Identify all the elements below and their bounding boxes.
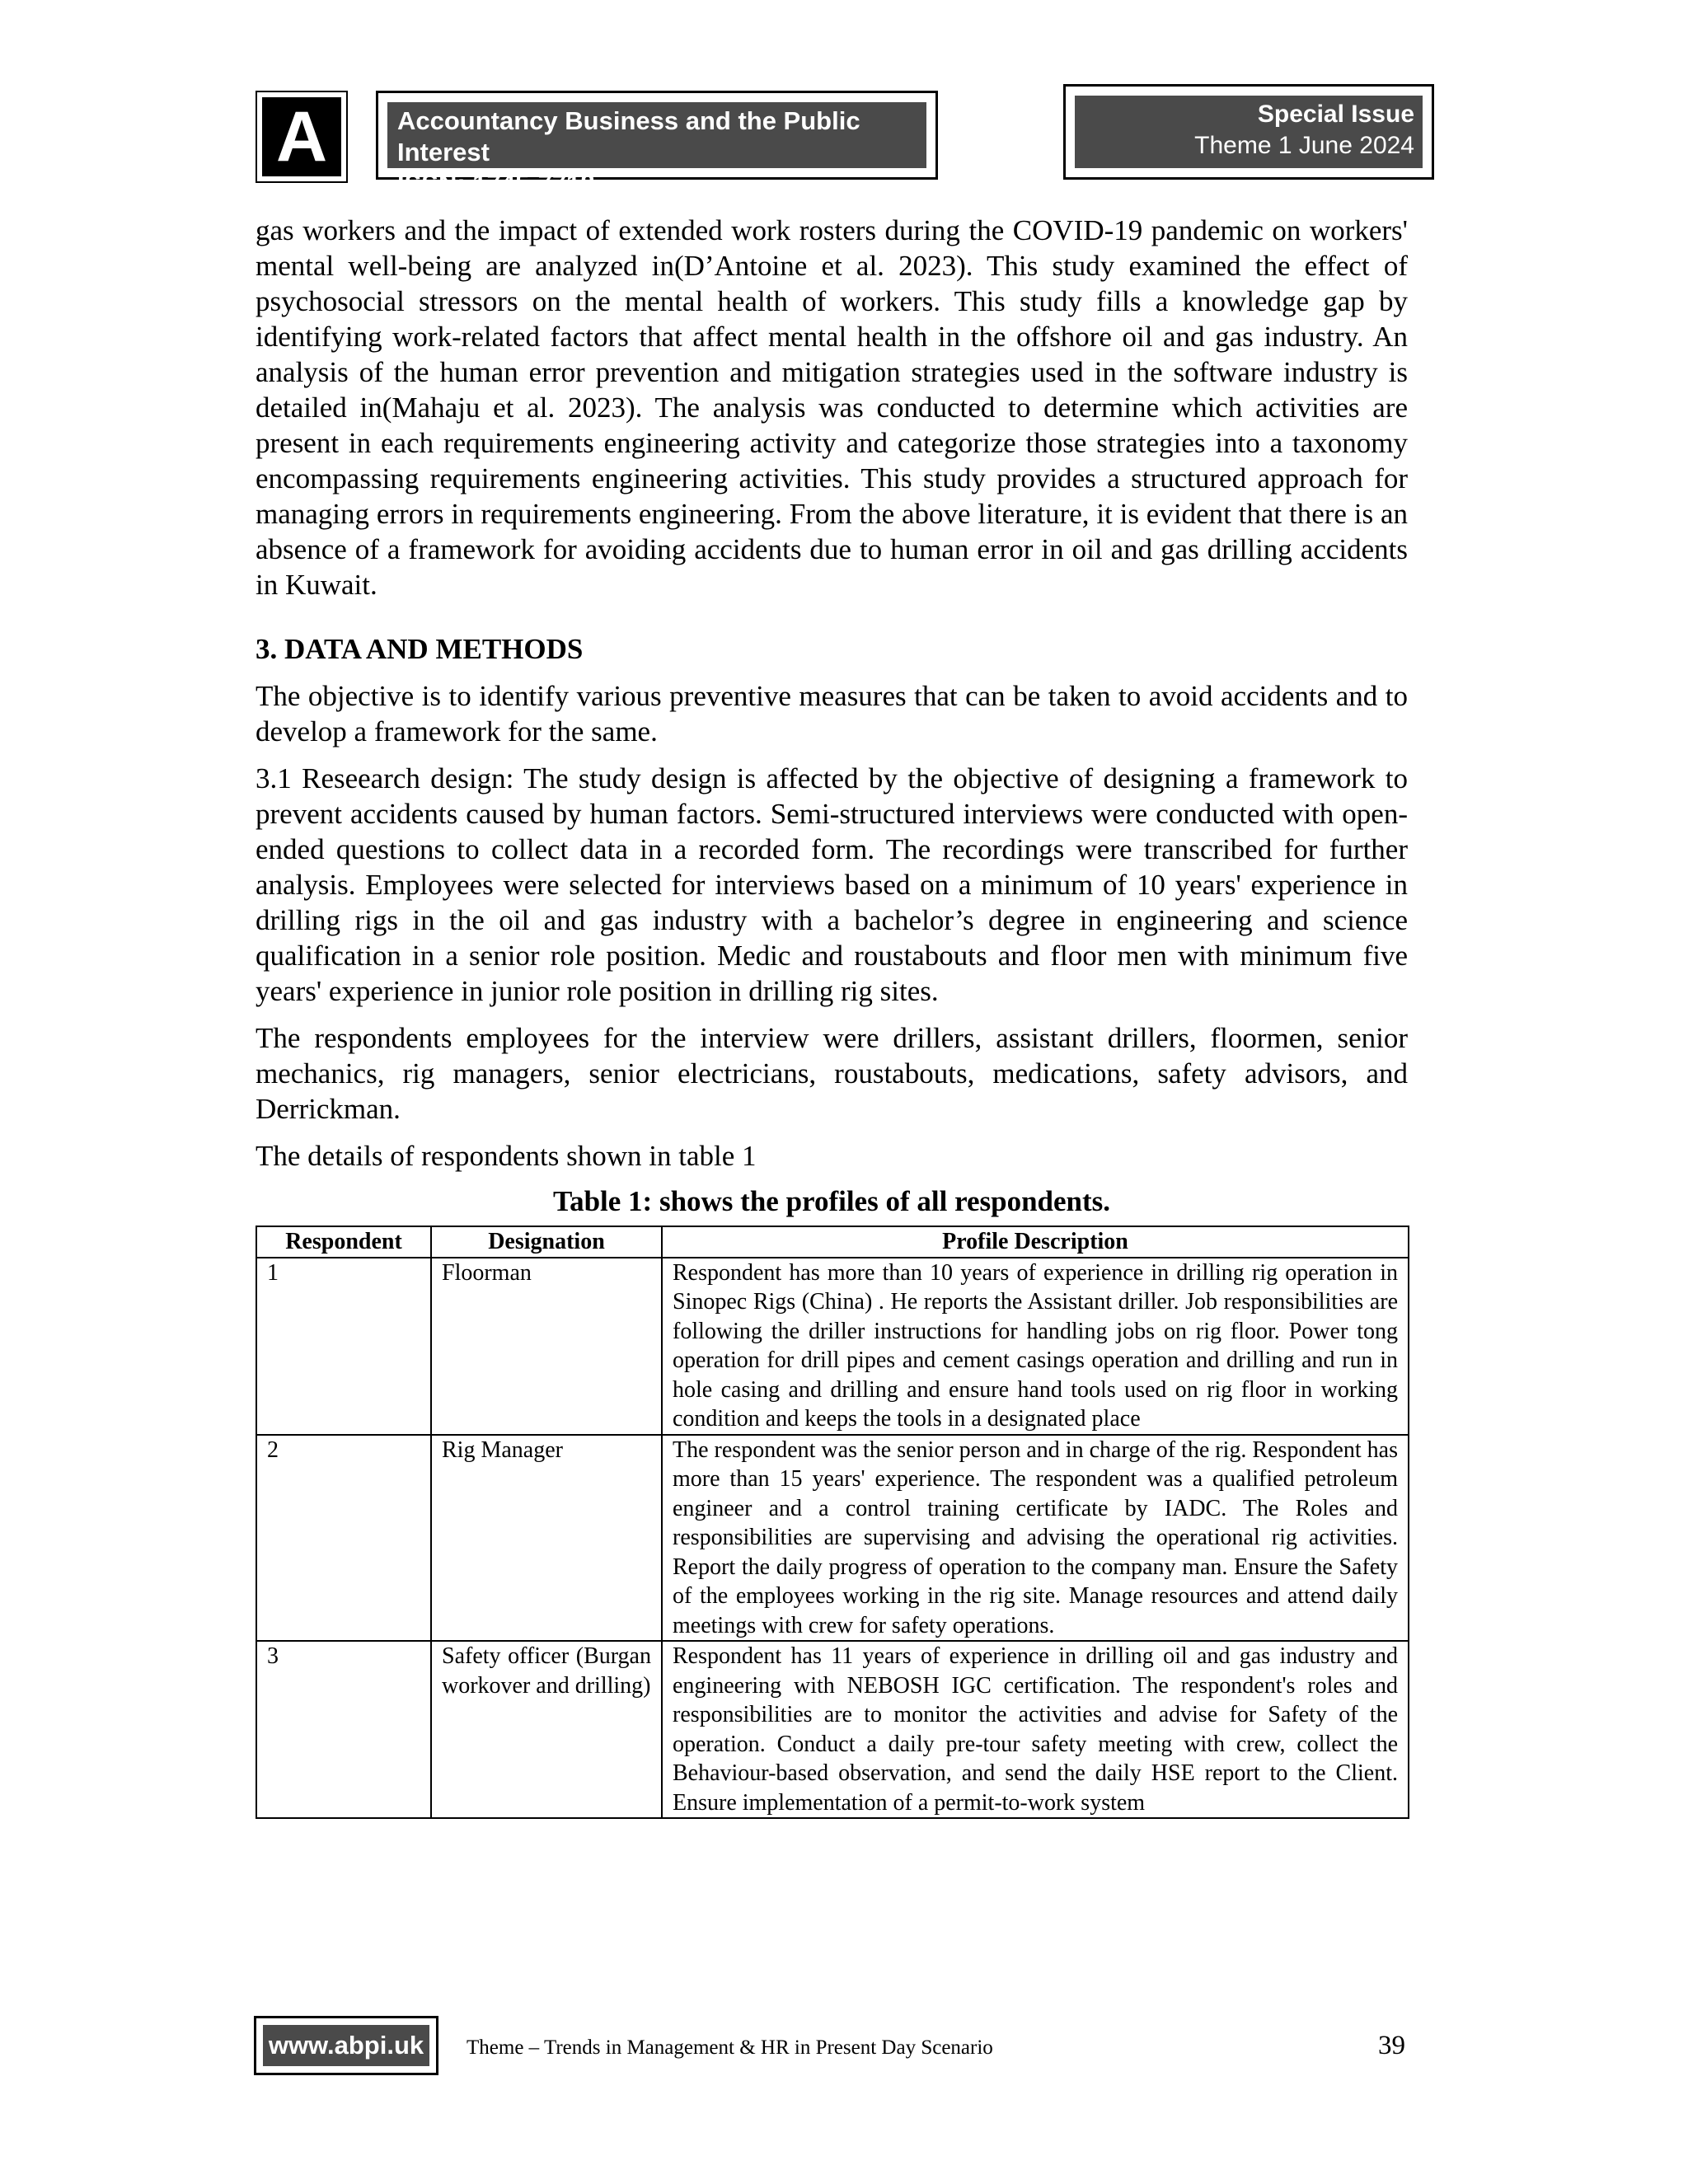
theme-date: Theme 1 June 2024 bbox=[1194, 132, 1414, 159]
details-paragraph: The details of respondents shown in table 1 bbox=[256, 1140, 757, 1172]
respondent-cell: 3 bbox=[256, 1641, 431, 1818]
logo-mark bbox=[262, 97, 341, 176]
designation-cell: Safety officer (Burgan workover and drilling) bbox=[431, 1641, 662, 1818]
website-box bbox=[254, 2016, 438, 2075]
page-number: 39 bbox=[1378, 2031, 1405, 2060]
journal-title-box bbox=[376, 91, 938, 198]
description-cell: The respondent was the senior person and in charge of the rig. Respondent has more than 15 years' experience. The respondent was a qualified petroleum engineer and a control training certificate by IADC. The Roles and responsibilities are supervising and advising the operational rig activities. Report the daily progress of operation to the company man. Ensure the Safety of the employees working in the rig site. Manage resources and attend daily meetings with crew for safety operations. bbox=[662, 1435, 1409, 1642]
table-header-row bbox=[256, 1226, 1409, 1258]
table-row bbox=[256, 1641, 1409, 1818]
respondents-table bbox=[256, 1226, 1409, 1819]
research-design-paragraph: 3.1 Reseearch design: The study design is affected by the objective of designing a framework to prevent accidents caused by human factors. Semi-structured interviews were conducted with open-ended questions to collect data in a recorded form. The recordings were transcribed for further analysis. Employees were selected for interviews based on a minimum of 10 years' experience in drilling rigs in the oil and gas industry with a bachelor’s degree in engineering and science qualification in a senior role position. Medic and roustabouts and floor men with minimum five years' experience in junior role position in drilling rig sites. bbox=[256, 762, 1408, 1007]
table-caption: Table 1: shows the profiles of all respondents. bbox=[552, 1185, 1111, 1217]
respondents-paragraph: The respondents employees for the interview were drillers, assistant drillers, floormen, senior mechanics, rig managers, senior electricians, roustabouts, medications, safety advisors, and Derrickman. bbox=[256, 1022, 1408, 1125]
footer-theme: Theme – Trends in Management & HR in Present Day Scenario bbox=[467, 2036, 993, 2059]
section-heading: 3. DATA AND METHODS bbox=[256, 633, 584, 665]
intro-paragraph: gas workers and the impact of extended work rosters during the COVID-19 pandemic on workers' mental well-being are analyzed in(D’Antoine et al. 2023). This study examined the effect of psychosocial stressors on the mental health of workers. This study fills a knowledge gap by identifying work-related factors that affect mental health in the offshore oil and gas industry. An analysis of the human error prevention and mitigation strategies used in the software industry is detailed in(Mahaju et al. 2023). The analysis was conducted to determine which activities are present in each requirements engineering activity and categorize those strategies into a taxonomy encompassing requirements engineering activities. This study provides a structured approach for managing errors in requirements engineering. From the above literature, it is evident that there is an absence of a framework for avoiding accidents due to human error in oil and gas drilling accidents in Kuwait. bbox=[256, 214, 1408, 601]
website-link[interactable]: www.abpi.uk bbox=[263, 2025, 429, 2066]
description-cell: Respondent has more than 10 years of experience in drilling rig operation in Sinopec Rigs (China) . He reports the Assistant driller. Job responsibilities are following the driller instructions for handling jobs on rig floor. Power tong operation for drill pipes and cement casings operation and drilling and run in hole casing and drilling and ensure hand tools used on rig floor in working condition and keeps the tools in a designated place bbox=[662, 1258, 1409, 1435]
designation-cell: Floorman bbox=[431, 1258, 662, 1435]
respondent-cell: 2 bbox=[256, 1435, 431, 1642]
journal-title: Accountancy Business and the Public Interest bbox=[397, 106, 860, 166]
article-body bbox=[256, 213, 1408, 1819]
special-issue-label: Special Issue bbox=[1257, 101, 1414, 128]
logo-letter: A bbox=[275, 97, 328, 176]
journal-issn: ISSN: 1745-7718 bbox=[397, 169, 595, 198]
table-row bbox=[256, 1258, 1409, 1435]
header-respondent: Respondent bbox=[256, 1226, 431, 1258]
designation-cell: Rig Manager bbox=[431, 1435, 662, 1642]
respondent-cell: 1 bbox=[256, 1258, 431, 1435]
issue-info-panel bbox=[1075, 96, 1423, 168]
issue-info-box bbox=[1063, 84, 1434, 180]
journal-logo bbox=[256, 91, 348, 183]
objective-paragraph: The objective is to identify various preventive measures that can be taken to avoid accidents and to develop a framework for the same. bbox=[256, 680, 1408, 748]
journal-title-panel bbox=[387, 102, 926, 198]
header-profile-description: Profile Description bbox=[662, 1226, 1409, 1258]
table-row bbox=[256, 1435, 1409, 1642]
header-designation: Designation bbox=[431, 1226, 662, 1258]
description-cell: Respondent has 11 years of experience in drilling oil and gas industry and engineering with NEBOSH IGC certification. The respondent's roles and responsibilities are to monitor the activities and advise for Safety of the operation. Conduct a daily pre-tour safety meeting with crew, collect the Behaviour-based observation, and send the daily HSE report to the Client. Ensure implementation of a permit-to-work system bbox=[662, 1641, 1409, 1818]
